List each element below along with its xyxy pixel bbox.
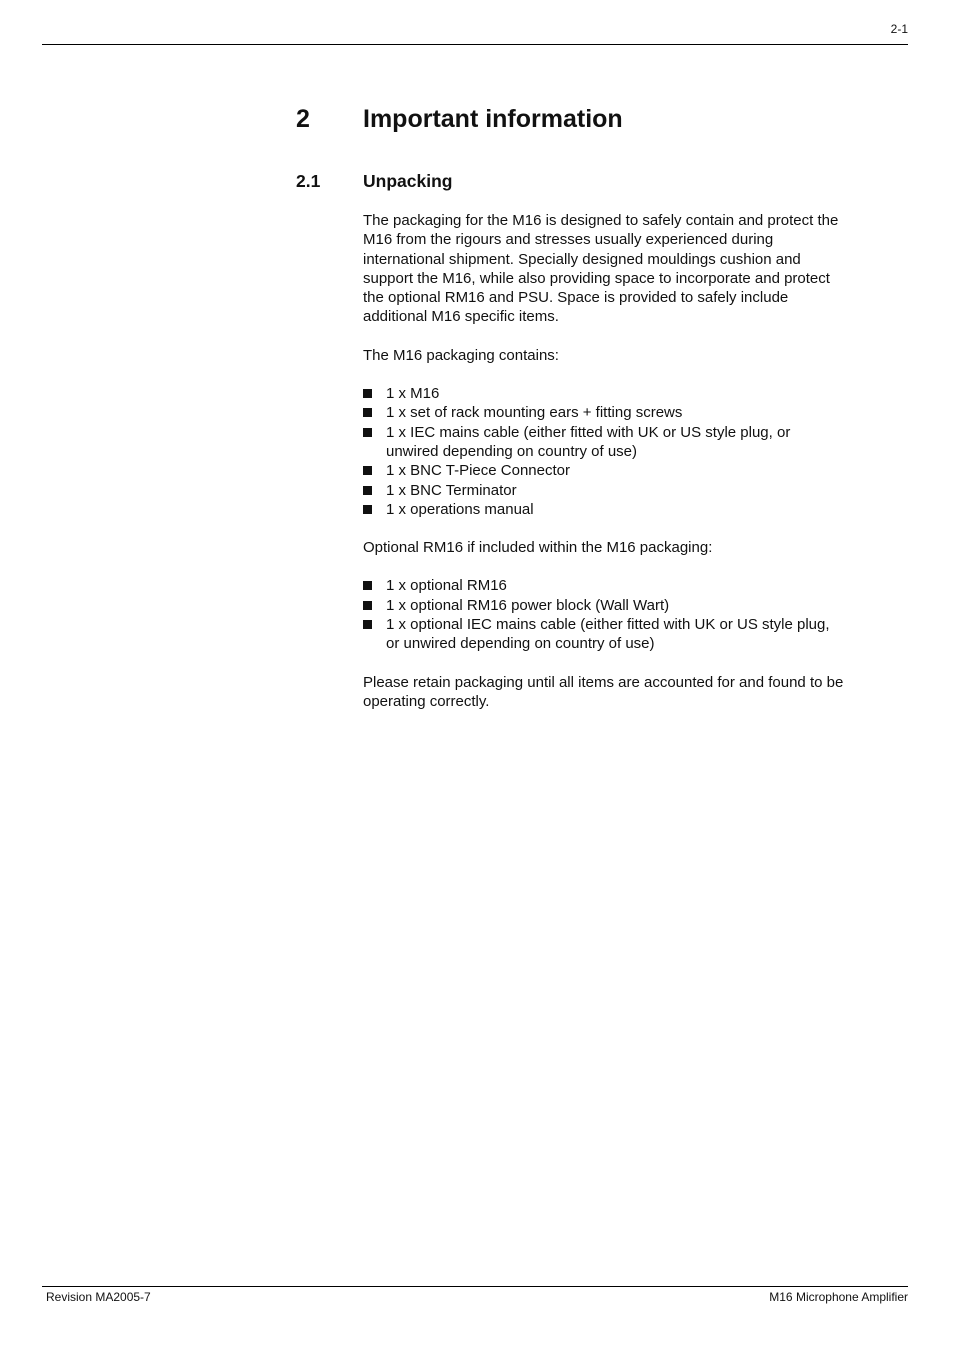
square-bullet-icon: [363, 505, 372, 514]
footer-revision: Revision MA2005-7: [46, 1290, 151, 1304]
square-bullet-icon: [363, 486, 372, 495]
square-bullet-icon: [363, 466, 372, 475]
body-content: [363, 211, 847, 730]
footer-rule: [42, 1286, 908, 1287]
list-item: 1 x BNC Terminator: [363, 481, 847, 500]
square-bullet-icon: [363, 389, 372, 398]
section-title: Unpacking: [363, 171, 453, 191]
list-item: 1 x optional IEC mains cable (either fitted with UK or US style plug, or unwired depending on country of use): [363, 615, 847, 654]
list-item: 1 x optional RM16 power block (Wall Wart): [363, 596, 847, 615]
list-item: 1 x optional RM16: [363, 576, 847, 595]
contains-heading: The M16 packaging contains:: [363, 346, 559, 364]
footer-product: M16 Microphone Amplifier: [769, 1290, 908, 1304]
list-item: 1 x BNC T-Piece Connector: [363, 461, 847, 480]
square-bullet-icon: [363, 620, 372, 629]
list-item: 1 x IEC mains cable (either fitted with UK or US style plug, or unwired depending on country of use): [363, 423, 847, 462]
square-bullet-icon: [363, 601, 372, 610]
intro-paragraph: The packaging for the M16 is designed to safely contain and protect the M16 from the rigours and stresses usually experienced during international shipment. Specially designed mouldings cushion and support the M16, while also providing space to incorporate and protect the optional RM16 and PSU. Space is provided to safely include additional M16 specific items.: [363, 212, 839, 326]
chapter-number: 2: [296, 105, 310, 133]
chapter-heading: [296, 105, 623, 134]
header-rule: [42, 44, 908, 45]
chapter-title: Important information: [363, 105, 623, 133]
contents-list: [363, 384, 847, 519]
optional-heading: Optional RM16 if included within the M16 packaging:: [363, 539, 713, 557]
section-heading: [296, 171, 452, 192]
page-number: 2-1: [890, 22, 908, 36]
list-item: 1 x set of rack mounting ears + fitting screws: [363, 403, 847, 422]
optional-list: [363, 576, 847, 653]
list-item: 1 x operations manual: [363, 500, 847, 519]
square-bullet-icon: [363, 408, 372, 417]
square-bullet-icon: [363, 428, 372, 437]
section-number: 2.1: [296, 171, 321, 191]
square-bullet-icon: [363, 581, 372, 590]
list-item: 1 x M16: [363, 384, 847, 403]
closing-paragraph: Please retain packaging until all items are accounted for and found to be operating correctly.: [363, 673, 844, 710]
